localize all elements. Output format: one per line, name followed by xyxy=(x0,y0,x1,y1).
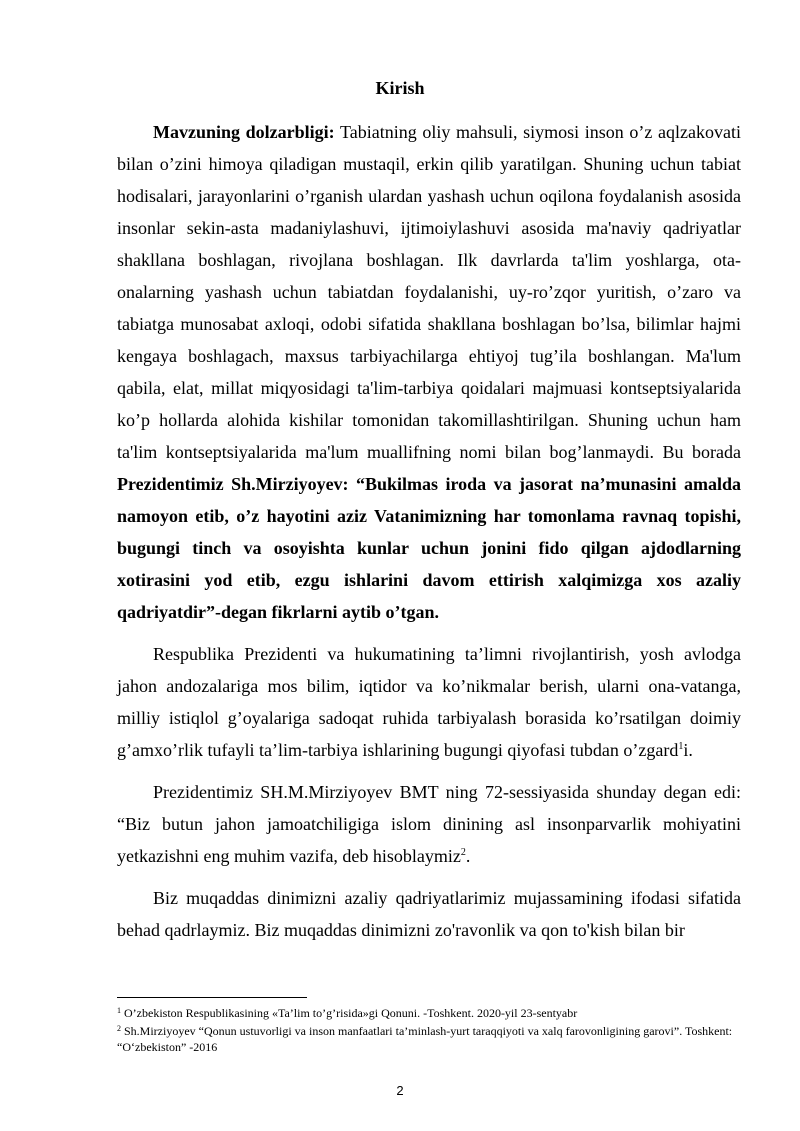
paragraph-tail: . xyxy=(465,846,471,866)
page-title: Kirish xyxy=(375,78,425,98)
paragraph-religion xyxy=(117,882,741,946)
paragraph-text: Prezidentimiz SH.M.Mirziyoyev BMT ning 72-sessiyasida shunday degan edi: “Biz butun jahon jamoatchiligiga islom dinining asl insonparvarlik mohiyatini yetkazishni eng muhim vazifa, deb hisoblaymiz xyxy=(117,782,741,866)
footnote-number: 2 xyxy=(117,1024,121,1033)
relevance-heading: Mavzuning dolzarbligi: xyxy=(153,122,335,142)
footnote-1 xyxy=(117,1005,741,1021)
footnote-number: 1 xyxy=(117,1006,121,1015)
paragraph-education xyxy=(117,638,741,766)
page-number: 2 xyxy=(396,1083,404,1098)
footnote-2 xyxy=(117,1023,741,1055)
paragraph-text: Tabiatning oliy mahsuli, siymosi inson o’z aqlzakovati bilan o’zini himoya qiladigan mustaqil, erkin qilib yaratilgan. Shuning uchun tabiat hodisalari, jarayonlarini o’rganish ulardan yashash uchun oqilona foydalanish asosida insonlar sekin-asta madaniylashuvi, ijtimoiylashuvi asosida ma'naviy qadriyatlar shakllana boshlagan, rivojlana boshlagan. Ilk davrlarda ta'lim yoshlarga, ota-onalarning yashash uchun tabiatdan foydalanishi, uy-ro’zqor yuritish, o’zaro va tabiatga munosabat axloqi, odobi sifatida shakllana boshlagan bo’lsa, bilimlar hajmi kengaya boshlagach, maxsus tarbiyachilarga ehtiyoj tug’ila boshlangan. Ma'lum qabila, elat, millat miqyosidagi ta'lim-tarbiya qoidalari majmuasi kontseptsiyalarida ko’p hollarda alohida kishilar tomonidan takomillashtirilgan. Shuning uchun ham ta'lim kontseptsiyalarida ma'lum muallifning nomi bilan bog’lanmaydi. Bu borada xyxy=(117,122,741,462)
document-body xyxy=(117,116,741,946)
footnote-separator xyxy=(117,997,307,998)
paragraph-text: Biz muqaddas dinimizni azaliy qadriyatlarimiz mujassamining ifodasi sifatida behad qadrlaymiz. Biz muqaddas dinimizni zo'ravonlik va qon to'kish bilan bir xyxy=(117,888,741,940)
paragraph-relevance xyxy=(117,116,741,628)
footnote-ref-1[interactable]: 1 xyxy=(678,741,684,752)
footnote-text: Sh.Mirziyoyev “Qonun ustuvorligi va inson manfaatlari ta’minlash-yurt taraqqiyoti va xalq farovonligining garovi”. Toshkent: “O‘zbekiston” -2016 xyxy=(117,1024,733,1054)
footnote-text: O’zbekiston Respublikasining «Ta’lim to’g’risida»gi Qonuni. -Toshkent. 2020-yil 23-sentyabr xyxy=(121,1006,578,1020)
footnote-ref-2[interactable]: 2 xyxy=(460,847,466,858)
paragraph-un-session xyxy=(117,776,741,872)
paragraph-tail: i. xyxy=(683,740,693,760)
president-quote: Prezidentimiz Sh.Mirziyoyev: “Bukilmas iroda va jasorat na’munasini amalda namoyon etib, o’z hayotini aziz Vatanimizning har tomonlama ravnaq topishi, bugungi tinch va osoyishta kunlar uchun jonini fido qilgan ajdodlarning xotirasini yod etib, ezgu ishlarini davom ettirish xalqimizga xos azaliy qadriyatdir”-degan fikrlarni aytib o’tgan. xyxy=(117,474,741,622)
paragraph-text: Respublika Prezidenti va hukumatining ta’limni rivojlantirish, yosh avlodga jahon andozalariga mos bilim, iqtidor va ko’nikmalar berish, ularni ona-vatanga, milliy istiqlol g’oyalariga sadoqat ruhida tarbiyalash borasida ko’rsatilgan doimiy g’amxo’rlik tufayli ta’lim-tarbiya ishlarining bugungi qiyofasi tubdan o’zgard xyxy=(117,644,741,760)
